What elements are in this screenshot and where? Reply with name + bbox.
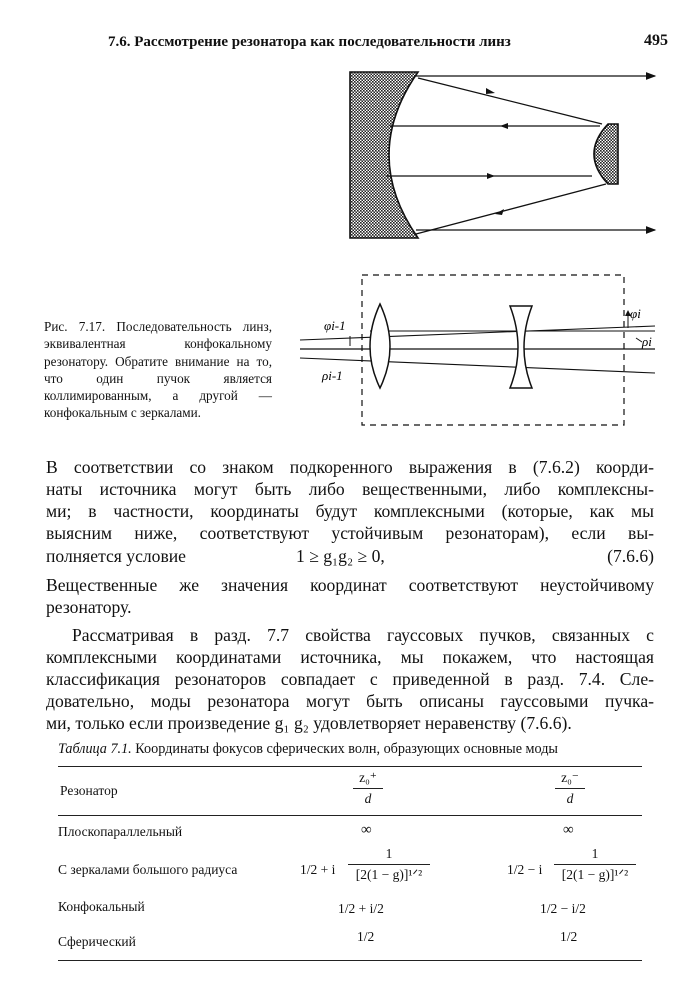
col-header-resonator: Резонатор: [60, 783, 118, 798]
table-cell-plus: 1/2: [357, 929, 375, 944]
table-row-name: Плоскопараллельный: [58, 824, 183, 839]
label-phi-prev: φi-1: [324, 318, 346, 333]
p3-line: довательно, моды резонатора могут быть описаны гауссовыми пучка-: [46, 691, 654, 711]
label-rho-i: ρi: [642, 334, 652, 349]
table-cell-minus: 1/2: [560, 929, 578, 944]
table-cell-plus: 1/2 + i/2: [338, 901, 384, 916]
col-header-plus: z₀⁺ d: [353, 770, 383, 807]
p2-line: Вещественные же значения координат соответствуют неустойчивому: [46, 575, 654, 595]
convex-mirror: [594, 124, 618, 184]
table-cell-plus-frac: 1 [2(1 − g)]¹ᐟ²: [348, 846, 430, 883]
p1-line: В соответствии со знаком подкоренного выражения в (7.6.2) коорди-: [46, 457, 654, 477]
equation: 1 ≥ g₁g₂ ≥ 0,: [296, 546, 385, 566]
table-cell-plus: ∞: [361, 822, 372, 838]
table-header-rule: [58, 815, 642, 816]
p3-line: Рассматривая в разд. 7.7 свойства гауссовых пучков, связанных с: [72, 625, 654, 645]
paragraph-1: [46, 456, 654, 544]
equation-number: (7.6.6): [607, 546, 654, 566]
table-cell-minus-frac: 1 [2(1 − g)]¹ᐟ²: [554, 846, 636, 883]
page-number: 495: [644, 32, 668, 49]
figure-caption: Рис. 7.17. Последовательность линз, эквивалентная конфокальному резонатору. Обратите внимание на то, что один пучок является коллимированным, а другой — конфокальным с зеркалами.: [44, 319, 272, 421]
table-caption-label: Таблица 7.1.: [58, 741, 132, 757]
table-row-name: С зеркалами большого радиуса: [58, 862, 238, 877]
table-cell-minus: ∞: [563, 822, 574, 838]
table-bottom-rule: [58, 960, 642, 961]
p1-line: наты источника могут быть либо вещественными, либо комплексны-: [46, 479, 654, 499]
table-row-name: Сферический: [58, 934, 136, 949]
section-title: 7.6. Рассмотрение резонатора как последовательности линз: [108, 34, 511, 50]
concave-lens: [510, 306, 532, 388]
col-header-minus: z₀⁻ d: [555, 770, 585, 807]
p1-line: выясним ниже, соответствуют устойчивым резонаторам), если вы-: [46, 523, 654, 543]
p3-line: ми, только если произведение g₁ g₂ удовлетворяет неравенству (7.6.6).: [46, 713, 572, 733]
p2-line: резонатору.: [46, 597, 132, 617]
convex-lens: [370, 304, 390, 388]
table-top-rule: [58, 766, 642, 767]
p3-line: классификация резонаторов совпадает с приведенной в разд. 7.4. Сле-: [46, 669, 654, 689]
paragraph-2: [46, 574, 654, 618]
table-cell-minus: 1/2 − i/2: [540, 901, 586, 916]
label-rho-prev: ρi-1: [322, 368, 343, 383]
concave-mirror: [350, 72, 418, 238]
p1-line: ми; в частности, координаты будут комплексными (которые, как мы: [46, 501, 654, 521]
lens-sequence-figure: [270, 270, 670, 435]
resonator-figure-top: [330, 60, 660, 260]
paragraph-3: [46, 624, 654, 734]
table-cell-minus-prefix: 1/2 − i: [507, 862, 543, 877]
label-phi-i: φi: [630, 306, 641, 321]
equation-row: [46, 546, 654, 568]
table-cell-plus-prefix: 1/2 + i: [300, 862, 336, 877]
p1-last-line: полняется условие: [46, 546, 186, 566]
running-header: [108, 34, 668, 56]
table-caption-text: Координаты фокусов сферических волн, образующих основные моды: [131, 741, 558, 757]
table-caption: [58, 741, 648, 758]
table-row-name: Конфокальный: [58, 899, 145, 914]
p3-line: комплексными координатами источника, мы покажем, что настоящая: [46, 647, 654, 667]
